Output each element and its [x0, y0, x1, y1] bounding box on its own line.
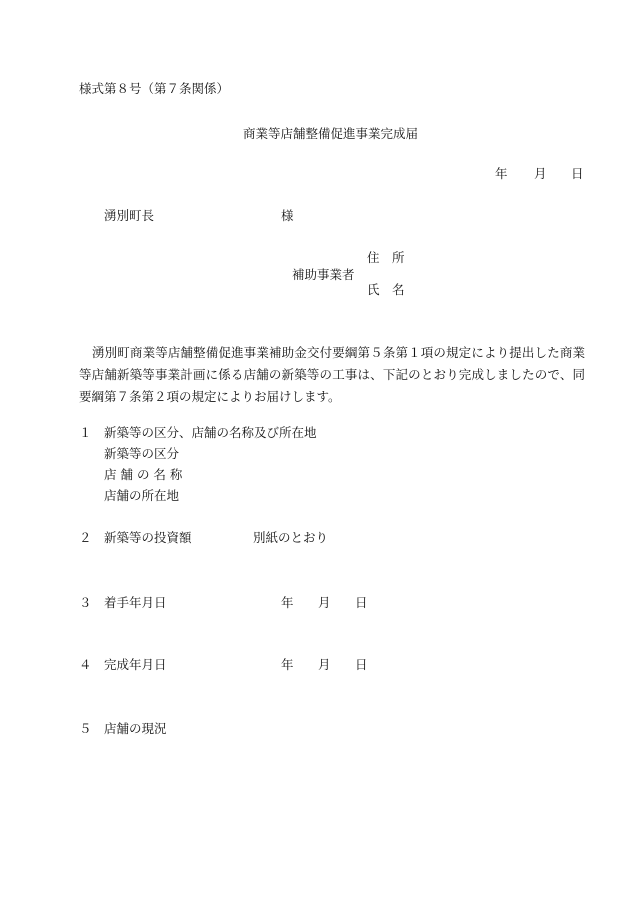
body-paragraph	[79, 342, 585, 408]
item-number: ３	[79, 595, 92, 610]
body-line: 湧別町商業等店舗整備促進事業補助金交付要綱第５条第１項の規定により提出した商業	[92, 345, 585, 360]
item-label: 着手年月日	[104, 595, 167, 610]
item-label: 店舗の現況	[104, 721, 167, 736]
form-reference: 様式第８号（第７条関係）	[79, 81, 230, 96]
item-number: １	[79, 425, 92, 440]
date-month-label: 月	[534, 166, 547, 181]
item-year-label: 年	[281, 595, 294, 610]
item-sub-label: 店舗の所在地	[104, 488, 180, 503]
date-year-label: 年	[495, 166, 508, 181]
body-line: 要綱第７条第２項の規定によりお届けします。	[79, 389, 341, 404]
applicant-name-label: 氏 名	[367, 282, 405, 297]
item-label: 完成年月日	[104, 657, 167, 672]
item-label: 新築等の投資額	[104, 530, 192, 545]
item-label: 新築等の区分、店舗の名称及び所在地	[104, 425, 317, 440]
applicant-label: 補助事業者	[292, 267, 355, 282]
item-month-label: 月	[318, 595, 331, 610]
item-value: 別紙のとおり	[253, 530, 329, 545]
item-number: ４	[79, 657, 92, 672]
date-day-label: 日	[571, 166, 584, 181]
addressee-name: 湧別町長	[104, 208, 155, 223]
item-sub-label: 新築等の区分	[104, 446, 180, 461]
applicant-address-label: 住 所	[367, 250, 405, 265]
item-sub-label: 店 舗 の 名 称	[104, 467, 183, 482]
item-day-label: 日	[355, 595, 368, 610]
item-month-label: 月	[318, 657, 331, 672]
item-number: ５	[79, 721, 92, 736]
addressee-honorific: 様	[281, 208, 294, 223]
item-day-label: 日	[355, 657, 368, 672]
document-title: 商業等店舗整備促進事業完成届	[243, 126, 419, 141]
body-line: 等店舗新築等事業計画に係る店舗の新築等の工事は、下記のとおり完成しましたので、同	[79, 367, 585, 382]
item-number: ２	[79, 530, 92, 545]
item-year-label: 年	[281, 657, 294, 672]
